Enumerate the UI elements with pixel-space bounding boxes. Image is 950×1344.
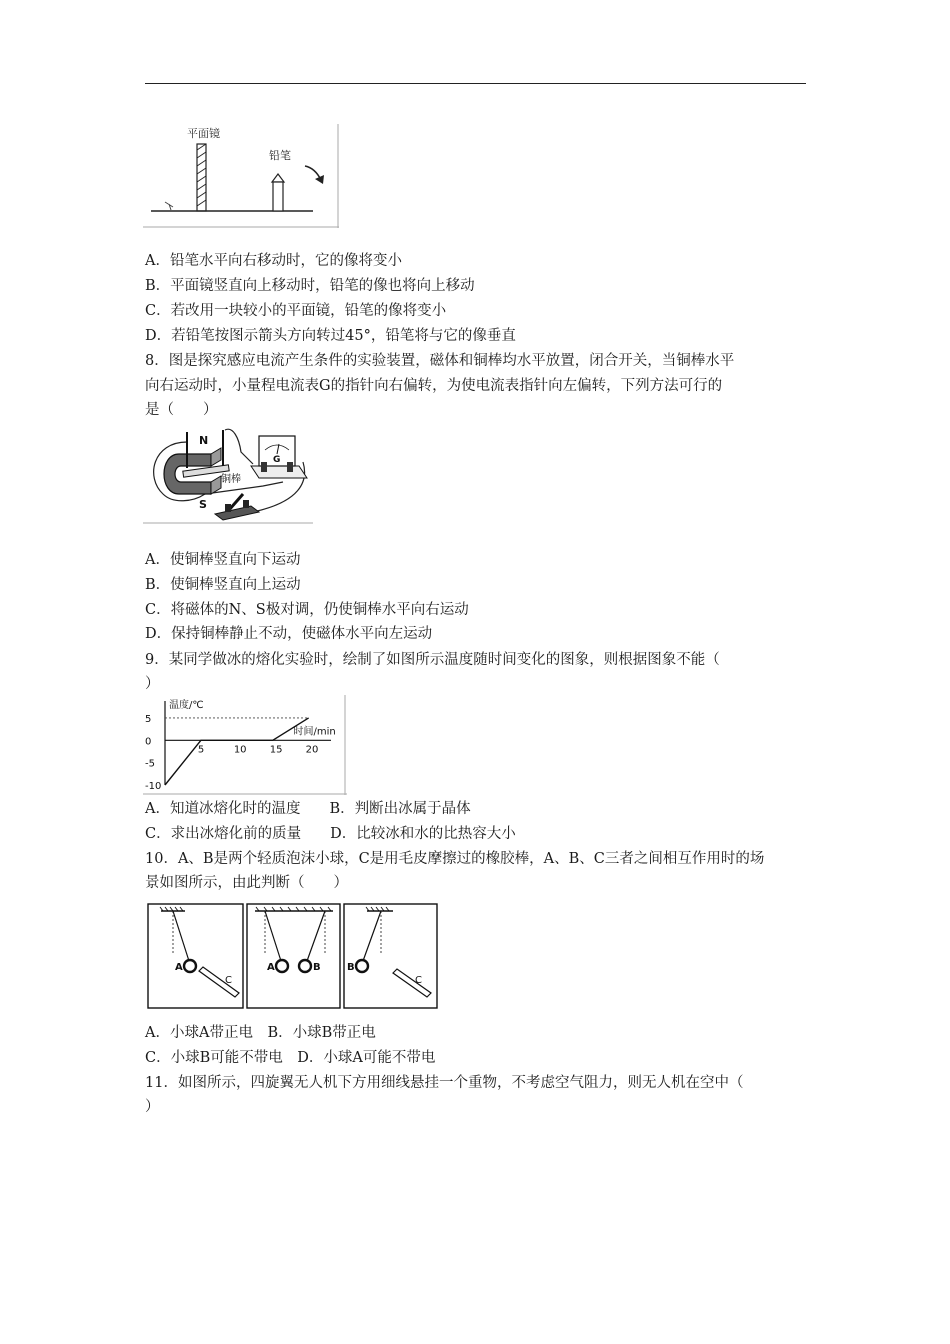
q10-stem-line-1: 10．A、B是两个轻质泡沫小球，C是用毛皮摩擦过的橡胶棒，A、B、C三者之间相互作用时的场 xyxy=(145,851,765,867)
q10-options-line-1: A．小球A带正电 B．小球B带正电 xyxy=(145,1025,376,1041)
q11-stem-line-2: ） xyxy=(145,1099,160,1115)
switch-icon xyxy=(215,494,259,520)
induction-figure xyxy=(143,422,313,525)
x-tick-label: 15 xyxy=(269,744,283,756)
svg-text:C: C xyxy=(225,975,232,986)
charged-balls-figure xyxy=(147,903,441,1013)
q10-stem-line-2: 景如图所示，由此判断（ ） xyxy=(145,875,348,891)
q8-option-c: C．将磁体的N、S极对调，仍使铜棒水平向右运动 xyxy=(145,602,469,618)
q8-stem-line-1: 8．图是探究感应电流产生条件的实验装置，磁体和铜棒均水平放置，闭合开关，当铜棒水平 xyxy=(145,353,735,369)
svg-text:A: A xyxy=(175,962,183,973)
svg-text:C: C xyxy=(415,975,422,986)
q9-stem-line-1: 9．某同学做冰的熔化实验时，绘制了如图所示温度随时间变化的图象，则根据图象不能（ xyxy=(145,652,720,668)
q10-options-line-2: C．小球B可能不带电 D．小球A可能不带电 xyxy=(145,1050,436,1066)
q7-option-a: A．铅笔水平向右移动时，它的像将变小 xyxy=(145,253,402,269)
panel-3 xyxy=(344,904,437,1008)
y-axis-label: 温度/℃ xyxy=(169,700,204,711)
header-rule xyxy=(145,83,806,84)
meter-label: G xyxy=(273,455,281,465)
q8-stem-line-3: 是（ ） xyxy=(145,402,218,418)
pencil-icon xyxy=(272,174,284,211)
panel-2 xyxy=(247,904,340,1008)
q7-option-b: B．平面镜竖直向上移动时，铅笔的像也将向上移动 xyxy=(145,278,475,294)
q8-option-d: D．保持铜棒静止不动，使磁体水平向左运动 xyxy=(145,626,433,642)
q7-option-d: D．若铅笔按图示箭头方向转过45°，铅笔将与它的像垂直 xyxy=(145,328,516,344)
pencil-label: 铅笔 xyxy=(269,149,291,162)
q7-option-c: C．若改用一块较小的平面镜，铅笔的像将变小 xyxy=(145,303,447,319)
svg-text:A: A xyxy=(267,962,275,973)
y-tick-label: 0 xyxy=(145,736,152,748)
q11-stem-line-1: 11．如图所示，四旋翼无人机下方用细线悬挂一个重物，不考虑空气阻力，则无人机在空中（ xyxy=(145,1075,744,1091)
x-tick-label: 10 xyxy=(233,744,247,756)
eye-icon xyxy=(165,202,173,210)
south-pole-label: S xyxy=(199,498,207,511)
y-tick-label: -5 xyxy=(145,758,155,770)
mirror-icon xyxy=(197,144,206,211)
ball-b xyxy=(299,960,311,972)
temperature-chart xyxy=(143,695,347,795)
y-tick-label: 5 xyxy=(145,713,152,725)
panel-1 xyxy=(148,904,243,1008)
ball-a xyxy=(184,960,196,972)
q8-stem-line-2: 向右运动时，小量程电流表G的指针向右偏转，为使电流表指针向左偏转，下列方法可行的 xyxy=(145,378,723,394)
x-tick-label: 5 xyxy=(197,744,205,756)
x-axis-label: 时间/min xyxy=(293,726,336,738)
q9-stem-line-2: ） xyxy=(145,676,160,692)
q8-option-a: A．使铜棒竖直向下运动 xyxy=(145,552,301,568)
q9-options-line-1: A．知道冰熔化时的温度 B．判断出冰属于晶体 xyxy=(145,801,471,817)
x-tick-label: 20 xyxy=(305,744,319,756)
mirror-figure xyxy=(143,124,339,228)
y-tick-label: -10 xyxy=(145,781,162,792)
q9-options-line-2: C．求出冰熔化前的质量 D．比较冰和水的比热容大小 xyxy=(145,826,516,842)
ball-a xyxy=(276,960,288,972)
rod-label: 铜棒 xyxy=(221,474,241,485)
svg-text:B: B xyxy=(347,962,355,973)
ball-b xyxy=(356,960,368,972)
mirror-label: 平面镜 xyxy=(187,127,220,140)
q8-option-b: B．使铜棒竖直向上运动 xyxy=(145,577,301,593)
svg-text:B: B xyxy=(313,962,321,973)
north-pole-label: N xyxy=(199,434,209,447)
